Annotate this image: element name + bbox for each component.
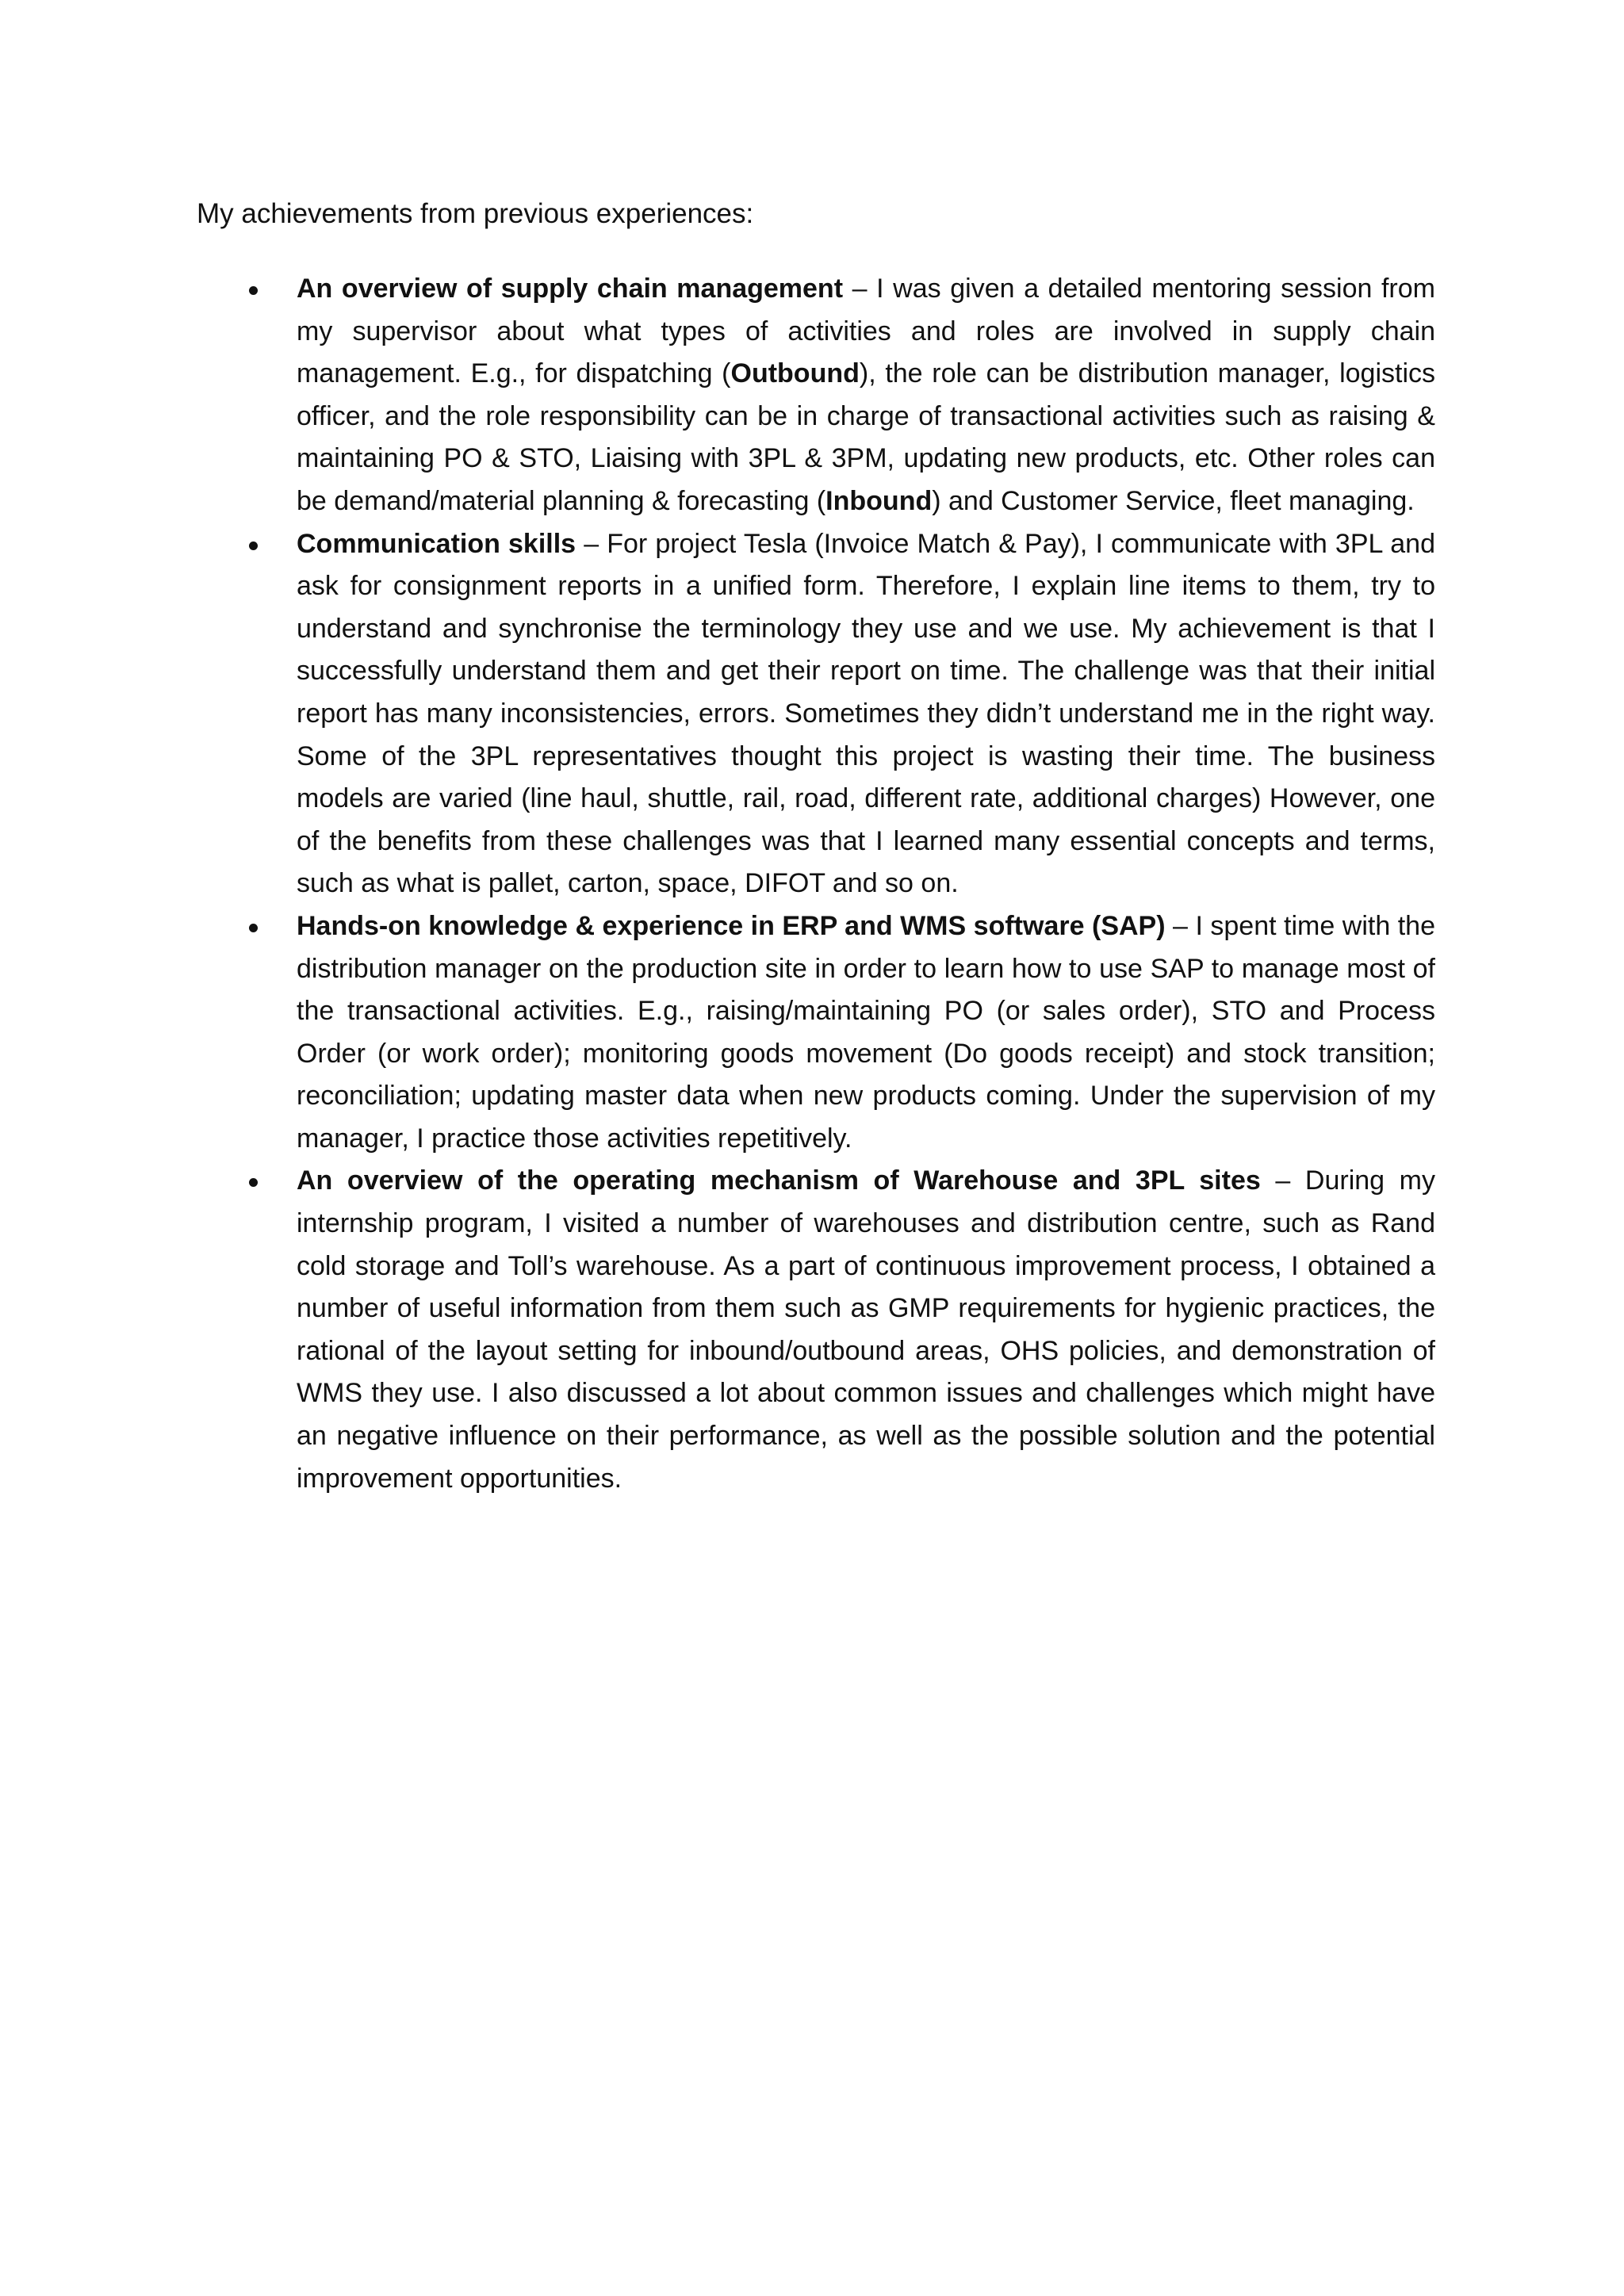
item-heading: An overview of supply chain management (297, 274, 844, 304)
list-item-supply-chain (197, 268, 1435, 523)
item-heading: An overview of the operating mechanism of Warehouse and 3PL sites (297, 1165, 1261, 1196)
achievements-list (197, 268, 1435, 1500)
item-text: – For project Tesla (Invoice Match & Pay), I communicate with 3PL and ask for consignment reports in a unified form. Therefore, I explain line items to them, try to understand and synchronise the terminology they use and we use. My achievement is that I successfully understand them and get their report on time. The challenge was that their initial report has many inconsistencies, errors. Sometimes they didn’t understand me in the right way. Some of the 3PL representatives thought this project is wasting their time. The business models are varied (line haul, shuttle, rail, road, different rate, additional charges) However, one of the benefits from these challenges was that I learned many essential concepts and terms, such as what is pallet, carton, space, DIFOT and so on. (297, 528, 1436, 899)
bullet-icon (249, 1178, 258, 1187)
bullet-icon (249, 286, 258, 295)
item-text: – I was given a detailed mentoring session from my supervisor about what types of activities and roles are involved in supply chain management. E.g., for dispatching ( (297, 274, 1435, 389)
item-text: ) and Customer Service, fleet managing. (932, 485, 1415, 516)
intro-heading: My achievements from previous experiences: (197, 198, 754, 229)
keyword-outbound: Outbound (730, 358, 860, 389)
list-item-communication (197, 523, 1435, 905)
item-heading: Communication skills (297, 528, 576, 559)
keyword-inbound: Inbound (825, 485, 933, 516)
item-text: – During my internship program, I visited a number of warehouses and distribution centre, such as Rand cold storage and Toll’s warehouse. As a part of continuous improvement process, I obtained a number of useful information from them such as GMP requirements for hygienic practices, the rational of the layout setting for inbound/outbound areas, OHS policies, and demonstration of WMS they use. I also discussed a lot about common issues and challenges which might have an negative influence on their performance, as well as the possible solution and the potential improvement opportunities. (297, 1165, 1435, 1494)
bullet-icon (249, 924, 258, 932)
item-heading: Hands-on knowledge & experience in ERP and WMS software (SAP) (297, 910, 1166, 941)
item-text: – I spent time with the distribution manager on the production site in order to learn how to use SAP to manage most of the transactional activities. E.g., raising/maintaining PO (or sales order), STO and Process Order (or work order); monitoring goods movement (Do goods receipt) and stock transition; reconciliation; updating master data when new products coming. Under the supervision of my manager, I practice those activities repetitively. (297, 910, 1435, 1154)
bullet-icon (249, 541, 258, 550)
list-item-erp-wms (197, 905, 1435, 1161)
item-text: ), the role can be distribution manager, logistics officer, and the role responsibility can be in charge of transactional activities such as raising & maintaining PO & STO, Liaising with 3PL & 3PM, updating new products, etc. Other roles can be demand/material planning & forecasting ( (297, 358, 1435, 516)
list-item-warehouse (197, 1160, 1435, 1500)
